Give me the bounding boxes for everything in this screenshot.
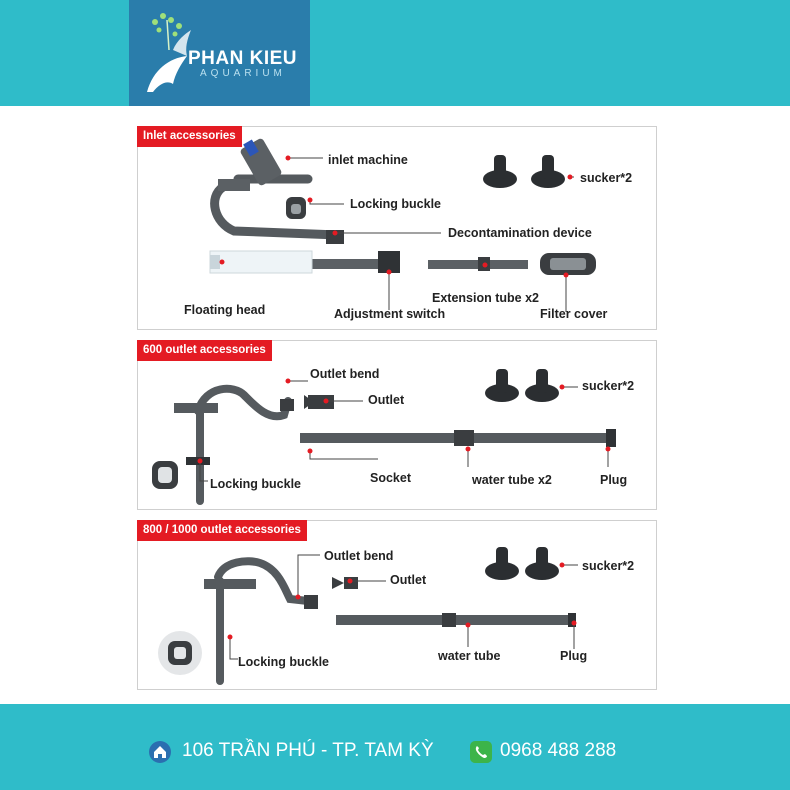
socket-label: Socket (370, 471, 411, 485)
water-tube-label: water tube (438, 649, 501, 663)
inlet-accessories-tag: Inlet accessories (137, 126, 242, 147)
footer-phone[interactable]: 0968 488 288 (500, 740, 617, 761)
filter-cover-label: Filter cover (540, 307, 608, 321)
outlet-clamp-icon (204, 579, 256, 589)
water-tube-icon (336, 613, 576, 627)
outlet-800-panel (137, 520, 657, 690)
sucker-label: sucker*2 (582, 379, 635, 393)
sucker-icon (485, 369, 559, 402)
outlet-clamp-icon (174, 403, 218, 413)
sucker-label: sucker*2 (580, 171, 633, 185)
footer-address: 106 TRẦN PHÚ - TP. TAM KỲ (182, 740, 434, 761)
brand-name: PHAN KIEU (188, 48, 298, 69)
plug-label: Plug (600, 473, 628, 487)
brand-subtitle: AQUARIUM (200, 68, 286, 79)
outlet-bend-label: Outlet bend (310, 367, 380, 381)
outlet-600-panel (137, 340, 657, 510)
locking-buckle-label: Locking buckle (350, 197, 441, 211)
outlet-nozzle-icon (332, 577, 358, 589)
sucker-label: sucker*2 (582, 559, 635, 573)
outlet-label: Outlet (368, 393, 405, 407)
locking-buckle-label: Locking buckle (210, 477, 301, 491)
outlet-label: Outlet (390, 573, 427, 587)
sucker-icon (483, 155, 565, 188)
adjustment-switch-label: Adjustment switch (334, 307, 446, 321)
inlet-accessories-panel (137, 126, 657, 330)
home-icon (149, 741, 171, 763)
plug-label: Plug (560, 649, 588, 663)
locking-buckle-label: Locking buckle (238, 655, 329, 669)
floating-head-label: Floating head (184, 303, 266, 317)
water-tube-icon (300, 429, 616, 447)
floating-head-icon (210, 251, 312, 273)
outlet-bend-label: Outlet bend (324, 549, 394, 563)
outlet-nozzle-icon (304, 395, 334, 409)
phone-icon[interactable] (470, 741, 492, 763)
outlet-800-tag: 800 / 1000 outlet accessories (137, 520, 307, 541)
header-band (0, 0, 790, 106)
inlet-machine-label: inlet machine (328, 153, 408, 167)
water-tube-label: water tube x2 (472, 473, 552, 487)
extension-tube-label: Extension tube x2 (432, 291, 539, 305)
decontamination-device-label: Decontamination device (448, 226, 592, 240)
inlet-clamp-icon (218, 179, 250, 191)
outlet-600-tag: 600 outlet accessories (137, 340, 272, 361)
outlet-800-diagram (138, 521, 656, 689)
sucker-icon (485, 547, 559, 580)
